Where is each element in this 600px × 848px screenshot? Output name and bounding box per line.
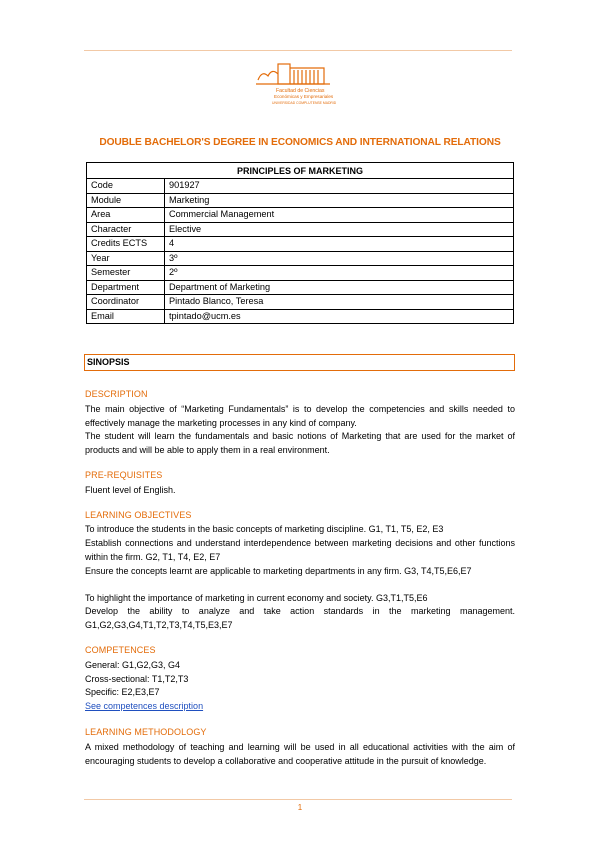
competences-specific: Specific: E2,E3,E7 <box>85 687 160 697</box>
row-value: 3º <box>165 251 514 266</box>
row-label: Character <box>87 222 165 237</box>
table-row <box>87 266 514 281</box>
table-header: PRINCIPLES OF MARKETING <box>87 163 514 179</box>
row-value: 901927 <box>165 179 514 194</box>
row-value: 2º <box>165 266 514 281</box>
table-row <box>87 193 514 208</box>
row-label: Semester <box>87 266 165 281</box>
description-heading: DESCRIPTION <box>85 389 148 399</box>
row-label: Module <box>87 193 165 208</box>
competences-heading: COMPETENCES <box>85 645 156 655</box>
table-row <box>87 280 514 295</box>
objective-item: Develop the ability to analyze and take action standards in the marketing management. G1,G2,G3,G4,T1,T2,T3,T4,T5,E3,E7 <box>85 606 515 630</box>
row-value: Pintado Blanco, Teresa <box>165 295 514 310</box>
degree-title: DOUBLE BACHELOR'S DEGREE IN ECONOMICS AND INTERNATIONAL RELATIONS <box>99 137 501 148</box>
page-number: 1 <box>297 803 303 812</box>
objective-item: Establish connections and understand interdependence between marketing decisions and other functions within the firm. G2, T1, T4, E2, E7 <box>85 538 515 562</box>
table-row <box>87 251 514 266</box>
methodology-heading: LEARNING METHODOLOGY <box>85 727 207 737</box>
row-label: Year <box>87 251 165 266</box>
table-row <box>87 179 514 194</box>
description-paragraph-1: The main objective of “Marketing Fundamentals” is to develop the competencies and skills needed to effectively manage the marketing processes in any kind of company. <box>85 404 515 428</box>
table-row <box>87 309 514 324</box>
prerequisites-heading: PRE-REQUISITES <box>85 470 163 480</box>
competences-cross-sectional: Cross-sectional: T1,T2,T3 <box>85 674 189 684</box>
description-paragraph-2: The student will learn the fundamentals and basic notions of Marketing that are used for the market of products and will be able to apply them in a real environment. <box>85 431 515 455</box>
objectives-heading: LEARNING OBJECTIVES <box>85 510 192 520</box>
row-label: Department <box>87 280 165 295</box>
objective-item: To introduce the students in the basic concepts of marketing discipline. G1, T1, T5, E2, E3 <box>85 524 444 534</box>
logo-line-2: Económicas y Empresariales <box>274 94 334 99</box>
row-label: Code <box>87 179 165 194</box>
row-label: Coordinator <box>87 295 165 310</box>
prerequisites-text: Fluent level of English. <box>85 485 176 495</box>
sinopsis-section-header: SINOPSIS <box>84 354 515 371</box>
competences-general: General: G1,G2,G3, G4 <box>85 660 181 670</box>
row-label: Email <box>87 309 165 324</box>
course-info-table <box>86 162 514 324</box>
row-label: Area <box>87 208 165 223</box>
table-row <box>87 237 514 252</box>
logo-line-3: UNIVERSIDAD COMPLUTENSE MADRID <box>272 101 337 105</box>
objective-item: Ensure the concepts learnt are applicable to marketing departments in any firm. G3, T4,T5,E6,E7 <box>85 566 472 576</box>
faculty-logo <box>254 58 340 108</box>
table-row <box>87 222 514 237</box>
row-value: Elective <box>165 222 514 237</box>
row-value: Department of Marketing <box>165 280 514 295</box>
row-value: Commercial Management <box>165 208 514 223</box>
competences-description-link[interactable]: See competences description <box>85 701 204 711</box>
methodology-text: A mixed methodology of teaching and learning will be used in all educational activities with the aim of encouraging students to develop a collaborative and cooperative attitude in the pursuit of knowledge. <box>85 742 515 766</box>
objective-item: To highlight the importance of marketing in current economy and society. G3,T1,T5,E6 <box>85 593 428 603</box>
table-row <box>87 208 514 223</box>
row-label: Credits ECTS <box>87 237 165 252</box>
logo-line-1: Facultad de Ciencias <box>276 88 325 94</box>
footer-rule <box>84 799 512 800</box>
row-value: Marketing <box>165 193 514 208</box>
header-rule <box>84 50 512 51</box>
row-value: 4 <box>165 237 514 252</box>
row-value: tpintado@ucm.es <box>165 309 514 324</box>
table-row <box>87 295 514 310</box>
